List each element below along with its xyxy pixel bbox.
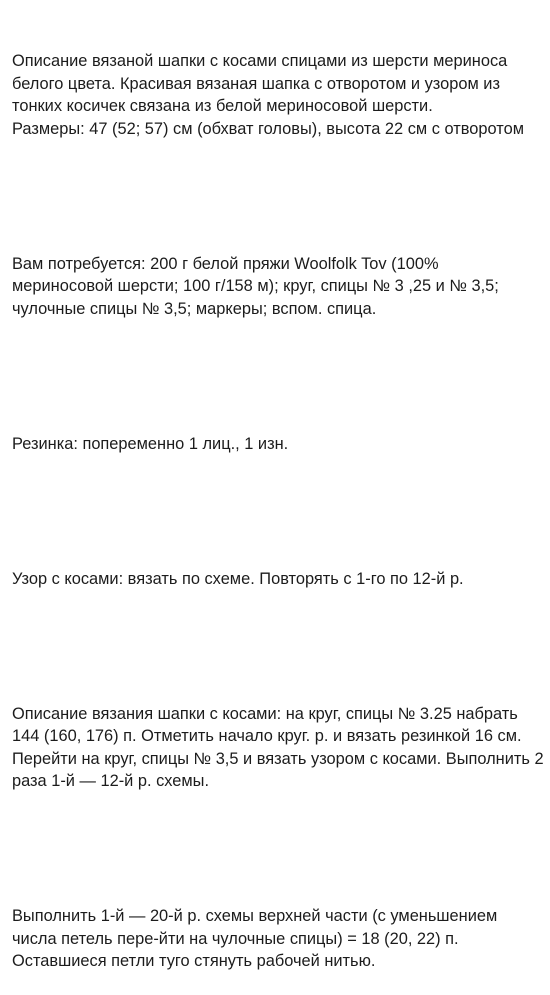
paragraph-spacer	[12, 635, 544, 658]
message-paragraph-intro: Описание вязаной шапки с косами спицами из шерсти мериноса белого цвета. Красивая вязаная шапка с отворотом и узором из тонких косичек связана из белой мериносовой шерсти. Размеры: 47 (52; 57) см (обхват головы), высота 22 см с отворотом	[12, 52, 524, 138]
paragraph-spacer	[12, 185, 544, 208]
paragraph-spacer	[12, 838, 544, 861]
message-paragraph-ribbing: Резинка: попеременно 1 лиц., 1 изн.	[12, 434, 289, 453]
message-paragraph-knitting-description: Описание вязания шапки с косами: на круг, спицы № 3.25 набрать 144 (160, 176) п. Отметить начало круг. р. и вязать резинкой 16 см. Перейти на круг, спицы № 3,5 и вязать узором с косами. Выполнить 2 раза 1-й — 12-й р. схемы.	[12, 704, 549, 790]
message-paragraph-materials: Вам потребуется: 200 г белой пряжи Woolfolk Tov (100% мериносовой шерсти; 100 г/158 м); круг, спицы № 3 ,25 и № 3,5; чулочные спицы № 3,5; маркеры; вспом. спица.	[12, 254, 504, 318]
paragraph-spacer	[12, 365, 544, 388]
paragraph-spacer	[12, 500, 544, 523]
message-paragraph-crown: Выполнить 1-й — 20-й р. схемы верхней части (с уменьшением числа петель пере-йти на чулочные спицы) = 18 (20, 22) п. Оставшиеся петли туго стянуть рабочей нитью.	[12, 907, 502, 970]
message-text	[12, 5, 549, 995]
message-paragraph-cable-pattern: Узор с косами: вязать по схеме. Повторять с 1-го по 12-й р.	[12, 569, 464, 588]
